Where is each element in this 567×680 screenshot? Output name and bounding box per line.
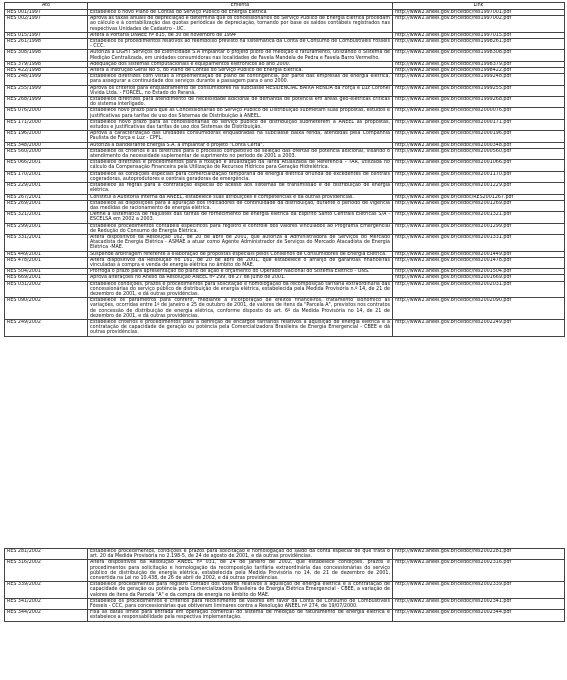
cell-ementa: Estabelece os critérios e as diretrizes para o processo competitivo de seleção das ofertas de potência adicional, visando o atendimento da necessidade suplementar de suprimento no período de 2001 a 2003.: [88, 148, 393, 159]
table-row: [5, 223, 565, 234]
cell-link[interactable]: http://www2.aneel.gov.br/cedoc/res2000076.pdf: [393, 108, 565, 119]
table-row: [5, 281, 565, 298]
cell-ementa: Define a sistemática de reajustes das tarifas de fornecimento de energia elétrica da Espírito Santo Centrais Elétricas S/A - ESCELSA em 2002 a 2003.: [88, 212, 393, 223]
cell-ato: RES 268/1999: [5, 97, 88, 108]
cell-link[interactable]: http://www2.aneel.gov.br/cedoc/res2000171.pdf: [393, 119, 565, 130]
cell-ementa: Estabelece os procedimentos relativos ao reembolso previsto na sistemática da Conta de Consumo de Combustíveis Fósseis - CCC.: [88, 39, 393, 50]
cell-ementa: Aprova alterações no Anexo da Resolução ANEEL nº 299, de 27 de julho de 2001.: [88, 275, 393, 281]
cell-ato: RES 669/2001: [5, 275, 88, 281]
cell-link[interactable]: http://www2.aneel.gov.br/cedoc/res2002031.pdf: [393, 281, 565, 298]
cell-link[interactable]: http://www2.aneel.gov.br/cedoc/res1999248.pdf: [393, 74, 565, 85]
cell-ementa: Estabelece critérios e procedimentos para a definição de encargos tarifários relativos à aquisição de energia elétrica e à contratação de capacidade de geração ou potência pela Comercializadora Brasileira de Energia Emergencial - CBEE e dá outras providências.: [88, 319, 393, 336]
cell-link[interactable]: http://www2.aneel.gov.br/cedoc/res1999255.pdf: [393, 85, 565, 96]
table-row: [5, 234, 565, 251]
cell-ato: RES 261/1998: [5, 39, 88, 50]
cell-ementa: Estabelece diretrizes e procedimentos para a fixação e atualização da Tarifa Atualizada de Referência - TAR, utilizada no cálculo da Compensação Financeira pela Utilização de Recursos Hídricos para Geração Hidrelétrica.: [88, 160, 393, 171]
cell-ato: RES 031/2002: [5, 281, 88, 298]
cell-ementa: Estabelece novo prazo para as concessionárias do serviço público de distribuição submeterem à ANEEL as propostas, estudos e justificativas das tarifas de uso dos Sistemas de Distribuição.: [88, 119, 393, 130]
cell-ato: RES 299/2001: [5, 223, 88, 234]
cell-link[interactable]: http://www2.aneel.gov.br/cedoc/res2001504.pdf: [393, 269, 565, 275]
cell-link[interactable]: http://www2.aneel.gov.br/cedoc/res2001066.pdf: [393, 160, 565, 171]
table-row: [5, 16, 565, 33]
cell-ementa: Estabelece procedimentos contábeis específicos para registro e controle dos valores vinculados ao Programa Emergencial de Redução do Consumo de Energia Elétrica.: [88, 223, 393, 234]
cell-ementa: Estabelece os parâmetros para conferir, mediante a incorporação de efeitos financeiros, tratamento isonômico às variações, ocorridas entre 1º de janeiro e 25 de outubro de 2001, de valores de itens da "Parcela A", previstos nos contratos de concessão de distribuição de energia elétrica, conforme disposto do art. 6º da Medida Provisória no 14, de 21 de dezembro de 2001, e dá outras providências.: [88, 298, 393, 320]
table-row: [5, 160, 565, 171]
cell-ementa: Constitui a Auditoria Interna da ANEEL, estabelece suas atribuições e competências e dá outras providências.: [88, 194, 393, 200]
cell-ementa: Aprova os critérios para enquadramento de consumidores na subclasse RESIDENCIAL BAIXA RENDA da Força e Luz Coronel Vivida Ltda. - FORCEL, no Estado do Paraná.: [88, 85, 393, 96]
cell-ato: RES 348/2000: [5, 142, 88, 148]
cell-link[interactable]: http://www2.aneel.gov.br/cedoc/res2001269.pdf: [393, 200, 565, 211]
cell-ementa: Estabelece as regras para a contratação especial do acesso aos sistemas de transmissão e de distribuição de energia elétrica.: [88, 183, 393, 194]
cell-link[interactable]: http://www2.aneel.gov.br/cedoc/res2002249.pdf: [393, 319, 565, 336]
cell-ementa: Estabelece as condições especiais para comercialização temporária de energia elétrica oriunda de excedentes de centrais cogeradoras, autoprodutores e centrais geradoras de emergência.: [88, 171, 393, 182]
cell-link[interactable]: http://www2.aneel.gov.br/cedoc/res2001170.pdf: [393, 171, 565, 182]
cell-link[interactable]: http://www2.aneel.gov.br/cedoc/res2000560.pdf: [393, 148, 565, 159]
cell-link[interactable]: http://www2.aneel.gov.br/cedoc/RES2001267.pdf: [393, 194, 565, 200]
cell-ato: RES 249/2002: [5, 319, 88, 336]
cell-link[interactable]: http://www2.aneel.gov.br/cedoc/res2000348.pdf: [393, 142, 565, 148]
cell-ato: RES 066/2001: [5, 160, 88, 171]
cell-link[interactable]: http://www2.aneel.gov.br/cedoc/res2001321.pdf: [393, 212, 565, 223]
table-row: [5, 257, 565, 268]
cell-ato: RES 171/2000: [5, 119, 88, 130]
cell-ato: RES 269/2001: [5, 200, 88, 211]
cell-ato: RES 308/1998: [5, 50, 88, 61]
header-ato: Ato: [5, 3, 88, 10]
cell-ato: RES 090/2002: [5, 298, 88, 320]
cell-ato: RES 281/2002: [5, 549, 88, 560]
table-row: [5, 171, 565, 182]
cell-link[interactable]: http://www2.aneel.gov.br/cedoc/res2002339.pdf: [393, 582, 565, 599]
table-row: [5, 85, 565, 96]
cell-link[interactable]: http://www2.aneel.gov.br/cedoc/res1997002.pdf: [393, 16, 565, 33]
cell-link[interactable]: http://www2.aneel.gov.br/cedoc/res2001669.pdf: [393, 275, 565, 281]
cell-ementa: Estabelece o novo Plano de Contas do Serviço Público de Energia Elétrica: [88, 10, 393, 16]
cell-ementa: Aprova a caracterização das unidades consumidoras enquadradas na subclasse baixa renda, atendidas pela Companhia Paulista de Força e Luz - CPFL.: [88, 131, 393, 142]
resolutions-table: [4, 2, 565, 337]
table-row: [5, 610, 565, 621]
table-row: [5, 560, 565, 582]
resolutions-table-continued: [4, 548, 565, 622]
cell-ementa: Estabelece diretrizes com vistas à implementação de plano de contingência, por parte das empresas de energia elétrica, para assegurar a continuidade dos serviços durante a passagem para o ano 2000.: [88, 74, 393, 85]
table-row: [5, 183, 565, 194]
cell-link[interactable]: http://www2.aneel.gov.br/cedoc/res2001229.pdf: [393, 183, 565, 194]
cell-ato: RES 560/2000: [5, 148, 88, 159]
cell-ementa: Adequação dos sistemas computacionais e equipamentos eletrônicos ao ano 2000.: [88, 61, 393, 67]
cell-link[interactable]: http://www2.aneel.gov.br/cedoc/res2000196.pdf: [393, 131, 565, 142]
cell-ementa: Altera a Instrução Geral No 5, do Plano de Contas do Serviço Público de Energia Elétrica.: [88, 68, 393, 74]
cell-ato: RES 341/2002: [5, 598, 88, 609]
cell-ato: RES 316/2002: [5, 560, 88, 582]
cell-ementa: Estabelece novo prazo para que as Concessionárias do Serviço Público de Distribuição submetam suas propostas, estudos e justificativas para tarifas de uso dos Sistemas de Distribuição à ANEEL.: [88, 108, 393, 119]
cell-ementa: Autoriza a Bandeirante Energia S.A. a implantar o projeto "Conta Certa".: [88, 142, 393, 148]
table-row: [5, 50, 565, 61]
table-row: [5, 298, 565, 320]
table-body: [5, 10, 565, 337]
cell-ementa: Aprova as taxas anuais de depreciação e determina que os concessionários do Serviço Público de Energia Elétrica procedam ao cálculo e à contabilização das quotas periódicas de depreciação, tomando por base os saldos contábeis registrados nas respectivas Unidades de Cadastro - UC.: [88, 16, 393, 33]
cell-ato: RES 422/1998: [5, 68, 88, 74]
table-row: [5, 549, 565, 560]
cell-link[interactable]: http://www2.aneel.gov.br/cedoc/res2001478.pdf: [393, 257, 565, 268]
cell-ato: RES 504/2001: [5, 269, 88, 275]
cell-link[interactable]: http://www2.aneel.gov.br/cedoc/res1998261.pdf: [393, 39, 565, 50]
table-header-row: [5, 3, 565, 10]
cell-ato: RES 015/1997: [5, 32, 88, 38]
header-ementa: Ementa: [88, 3, 393, 10]
cell-link[interactable]: http://www2.aneel.gov.br/cedoc/res1998379.pdf: [393, 61, 565, 67]
cell-ato: RES 449/2001: [5, 251, 88, 257]
table-row: [5, 131, 565, 142]
cell-ementa: Fixa as datas limite para entrada em operação comercial do sistema de medição de faturamento de energia elétrica e estabelece a responsabilidade pela respectiva implementação.: [88, 610, 393, 621]
cell-ato: RES 076/2000: [5, 108, 88, 119]
cell-ato: RES 001/1997: [5, 10, 88, 16]
cell-ato: RES 002/1997: [5, 16, 88, 33]
cell-link[interactable]: http://www2.aneel.gov.br/cedoc/res1998422.pdf: [393, 68, 565, 74]
table-row: [5, 97, 565, 108]
table-row: [5, 582, 565, 599]
cell-ato: RES 331/2001: [5, 234, 88, 251]
cell-link[interactable]: http://www2.aneel.gov.br/cedoc/res1999268.pdf: [393, 97, 565, 108]
cell-link[interactable]: http://www2.aneel.gov.br/cedoc/res2002281.pdf: [393, 549, 565, 560]
table-body: [5, 549, 565, 622]
cell-ementa: Estabelece os procedimentos e critérios para recolhimento de valores em favor da Conta de Consumo de Combustíveis Fósseis - CCC, para concessionárias que obtiveram liminares contra a Resolução ANEEL nº 274, de 19/07/2000.: [88, 598, 393, 609]
table-row: [5, 119, 565, 130]
cell-ementa: Altera dispositivos da Resolução ANEEL nº 031, de 24 de janeiro de 2002, que estabelece condições, prazos e procedimentos para solicitação e homologação da recomposição tarifária extraordinária das concessionárias do serviço público de distribuição de energia elétrica, estabelecida pela Medida Provisória no 14, de 21 de dezembro de 2001, convertida na Lei no 10.438, de 26 de abril de 2002, e dá outras providências.: [88, 560, 393, 582]
table-row: [5, 598, 565, 609]
cell-ementa: Altera dispositivos da Resolução 162, de 20 de abril de 2001, que autoriza a Administradora de Serviços do Mercado Atacadista de Energia Elétrica - ASMAE a atuar como Agente Administrador de Serviços do Mercado Atacadista de Energia Elétrica -MAE.: [88, 234, 393, 251]
cell-link[interactable]: http://www2.aneel.gov.br/cedoc/res2001299.pdf: [393, 223, 565, 234]
table-row: [5, 319, 565, 336]
cell-ementa: Prorroga o prazo para apresentação do plano de ação e orçamento do Operador Nacional do Sistema Elétrico - ONS.: [88, 269, 393, 275]
cell-ementa: Estabelece procedimentos, condições e prazos para solicitação e homologação do saldo da conta especial de que trata o art. 20 da Medida Provisória no 2.198-5, de 24 de agosto de 2001, e dá outras providências.: [88, 549, 393, 560]
cell-ato: RES 170/2001: [5, 171, 88, 182]
cell-link[interactable]: http://www2.aneel.gov.br/cedoc/res2002316.pdf: [393, 560, 565, 582]
cell-ementa: Suspende arbitragem referente a elaboração de propostas especiais pelos Conselhos de Consumidores de Energia Elétrica.: [88, 251, 393, 257]
table-row: [5, 212, 565, 223]
cell-ato: RES 267/2001: [5, 194, 88, 200]
table-row: [5, 148, 565, 159]
cell-ato: RES 344/2002: [5, 610, 88, 621]
cell-ato: RES 379/1998: [5, 61, 88, 67]
cell-ato: RES 196/2000: [5, 131, 88, 142]
cell-link[interactable]: http://www2.aneel.gov.br/cedoc/res2002341.pdf: [393, 598, 565, 609]
cell-ementa: Altera dispositivos da Resolução no 161, de 20 de abril de 2001, que estabelece o arranjo de garantias financeiras vinculadas à compra e venda de energia elétrica no âmbito do MAE.: [88, 257, 393, 268]
table-row: [5, 74, 565, 85]
cell-ato: RES 248/1999: [5, 74, 88, 85]
table-row: [5, 108, 565, 119]
cell-link[interactable]: http://www2.aneel.gov.br/cedoc/res2001449.pdf: [393, 251, 565, 257]
cell-ato: RES 339/2002: [5, 582, 88, 599]
cell-ementa: Estabelece diretrizes para atendimento de necessidade adicional de demanda de potência em áreas geo-elétricas críticas do sistema interligado.: [88, 97, 393, 108]
cell-link[interactable]: http://www2.aneel.gov.br/cedoc/res2001331.pdf: [393, 234, 565, 251]
cell-ementa: Autoriza a LIGHT Serviços de Eletricidade S.A implantar o projeto piloto de medição e faturamento, utilizando o Sistema de Medição Centralizada, em unidades consumidoras nas localidades de Favela Mandela de Pedra e Favela Barro Vermelho.: [88, 50, 393, 61]
cell-ementa: Estabelece as disposições para a apuração dos indicadores de continuidade da distribuição, durante o período de vigência das medidas de racionamento de energia elétrica.: [88, 200, 393, 211]
cell-ementa: Estabelece procedimentos para registro contábil dos valores relativos à aquisição de energia elétrica e à contratação de capacidade de geração ou potência pela Comercializadora Brasileira de Energia Elétrica Emergencial - CBEE, a variação de valores de itens da Parcela "A" e da compra de energia no âmbito do MAE.: [88, 582, 393, 599]
table-row: [5, 200, 565, 211]
cell-link[interactable]: http://www2.aneel.gov.br/cedoc/res1997001.pdf: [393, 10, 565, 16]
cell-ementa: Altera a Portaria DNAEE nº 815, de 30 de novembro de 1994: [88, 32, 393, 38]
cell-link[interactable]: http://www2.aneel.gov.br/cedoc/res2002090.pdf: [393, 298, 565, 320]
cell-ato: RES 478/2001: [5, 257, 88, 268]
cell-ato: RES 321/2001: [5, 212, 88, 223]
table-row: [5, 39, 565, 50]
header-link: Link: [393, 3, 565, 10]
cell-link[interactable]: http://www2.aneel.gov.br/cedoc/res2002344.pdf: [393, 610, 565, 621]
cell-ementa: Estabelece condições, prazos e procedimentos para solicitação e homologação da recomposição tarifária extraordinária das concessionárias do serviço público de distribuição de energia elétrica, estabelecida pela Medida Provisória n.º 14, de 21 de dezembro de 2001, e dá outras providências.: [88, 281, 393, 298]
cell-ato: RES 229/2001: [5, 183, 88, 194]
cell-link[interactable]: http://www2.aneel.gov.br/cedoc/res1997015.pdf: [393, 32, 565, 38]
cell-ato: RES 255/1999: [5, 85, 88, 96]
cell-link[interactable]: http://www2.aneel.gov.br/cedoc/res1998308.pdf: [393, 50, 565, 61]
